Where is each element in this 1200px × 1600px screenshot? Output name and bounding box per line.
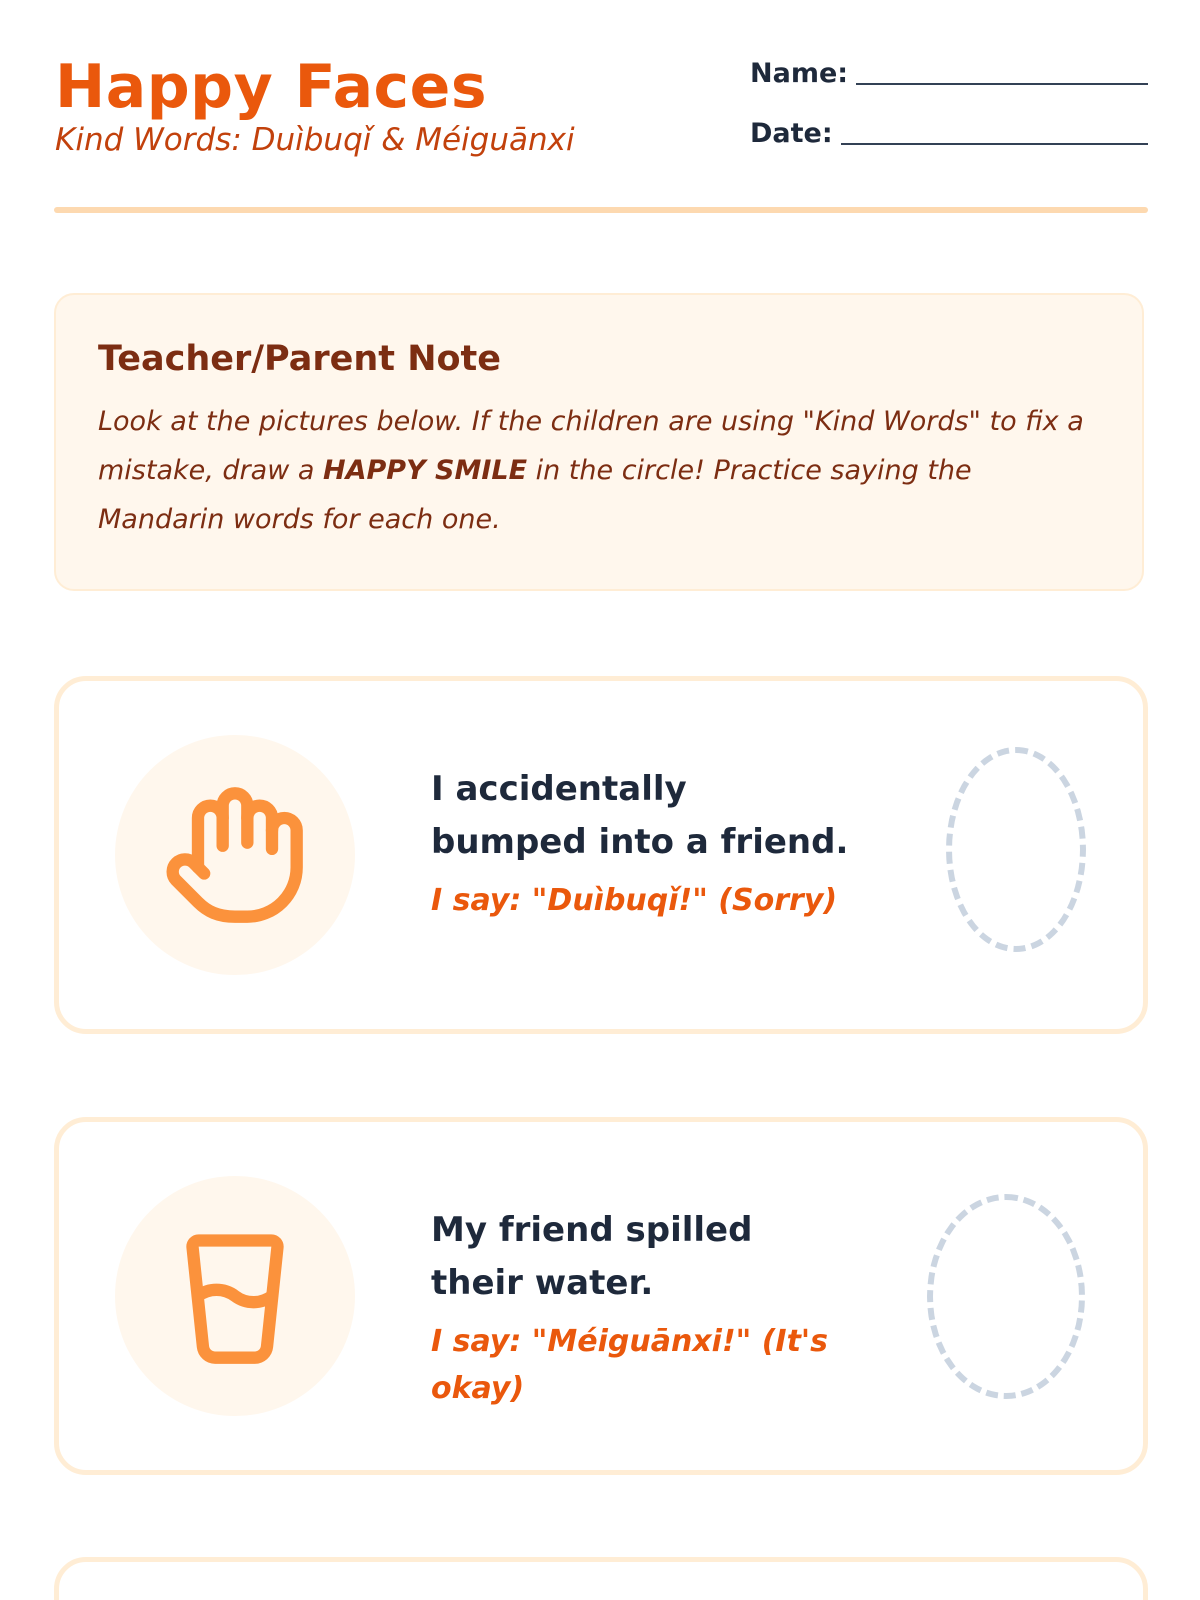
scenario-card bbox=[54, 1117, 1148, 1475]
teacher-note-box bbox=[54, 293, 1144, 591]
scenario-text: My friend spilled their water. bbox=[431, 1210, 753, 1303]
draw-smile-circle[interactable] bbox=[927, 1194, 1085, 1399]
glass-of-water-icon bbox=[161, 1222, 309, 1370]
note-text-start: Look at the pictures below. If the children are using "Kind Words" to fix a mistake, draw a bbox=[98, 406, 1084, 486]
scenario-card bbox=[54, 1557, 1148, 1600]
scenario-text: I accidentally bumped into a friend. bbox=[431, 769, 849, 862]
card-text bbox=[431, 763, 851, 924]
draw-smile-circle[interactable] bbox=[946, 747, 1086, 952]
hand-icon bbox=[161, 781, 309, 929]
page-title: Happy Faces bbox=[55, 52, 488, 122]
kind-words-phrase: I say: "Méiguānxi!" (It's okay) bbox=[431, 1324, 828, 1406]
card-text bbox=[431, 1204, 851, 1412]
date-blank-line[interactable] bbox=[841, 123, 1148, 145]
icon-circle bbox=[115, 735, 355, 975]
note-text bbox=[98, 397, 1102, 544]
name-label: Name: bbox=[750, 58, 849, 89]
date-label: Date: bbox=[750, 118, 833, 149]
icon-circle bbox=[115, 1176, 355, 1416]
note-emphasis: HAPPY SMILE bbox=[323, 455, 528, 486]
header-divider bbox=[54, 207, 1148, 213]
scenario-card bbox=[54, 676, 1148, 1034]
note-title: Teacher/Parent Note bbox=[98, 339, 501, 379]
name-field[interactable] bbox=[750, 58, 1148, 89]
name-blank-line[interactable] bbox=[856, 63, 1148, 85]
date-field[interactable] bbox=[750, 118, 1148, 149]
kind-words-phrase: I say: "Duìbuqǐ!" (Sorry) bbox=[431, 883, 838, 918]
note-text-end: in the circle! Practice saying the Mandarin words for each one. bbox=[98, 455, 972, 535]
page-subtitle: Kind Words: Duìbuqǐ & Méiguānxi bbox=[55, 122, 575, 158]
